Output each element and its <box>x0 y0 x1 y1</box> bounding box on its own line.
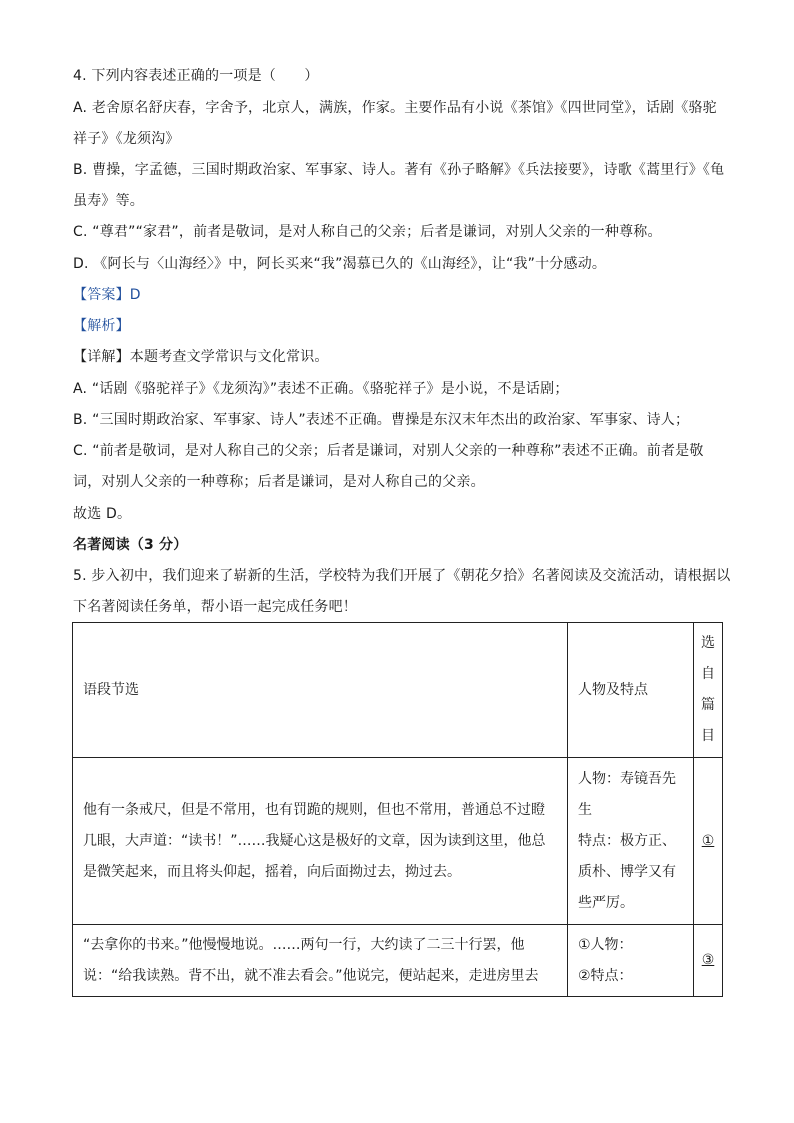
q5-stem-line2: 下名著阅读任务单，帮小语一起完成任务吧！ <box>73 599 357 615</box>
table-header-row <box>73 623 723 758</box>
character-traits-blank: ②特点： <box>578 967 633 984</box>
character-name: 人物：寿镜吾先生 <box>578 770 676 818</box>
q4-option-b-line1: B. 曹操，字孟德，三国时期政治家、军事家、诗人。著有《孙子略解》《兵法接要》，诗歌《蒿里行》《龟 <box>73 162 725 178</box>
explanation-b: B. “三国时期政治家、军事家、诗人”表述不正确。曹操是东汉末年杰出的政治家、军事家、诗人； <box>73 412 690 428</box>
explanation-a: A. “话剧《骆驼祥子》《龙须沟》”表述不正确。《骆驼祥子》是小说，不是话剧； <box>73 381 569 397</box>
header-character: 人物及特点 <box>568 623 694 758</box>
conclusion: 故选 D。 <box>73 506 132 522</box>
q4-option-d: D. 《阿长与〈山海经〉》中，阿长买来“我”渴慕已久的《山海经》，让“我”十分感动。 <box>73 256 607 272</box>
q4-option-a-line2: 祥子》《龙须沟》 <box>73 131 180 147</box>
q4-option-a-line1: A. 老舍原名舒庆春，字舍予，北京人，满族，作家。主要作品有小说《茶馆》《四世同堂》，话剧《骆驼 <box>73 100 717 116</box>
header-passage: 语段节选 <box>73 623 568 758</box>
q4-stem: 4. 下列内容表述正确的一项是（ ） <box>73 68 319 84</box>
source-cell <box>694 758 723 925</box>
explanation-c-line1: C. “前者是敬词，是对人称自己的父亲；后者是谦词，对别人父亲的一种尊称”表述不正确。前者是敬 <box>73 443 704 459</box>
table-row <box>73 758 723 925</box>
analysis-label: 【解析】 <box>73 318 130 334</box>
character-traits: 特点：极方正、质朴、博学又有些严厉。 <box>578 832 676 911</box>
source-blank: ① <box>701 832 715 849</box>
section-heading: 名著阅读（3 分） <box>73 537 188 553</box>
reading-task-table <box>72 622 723 997</box>
table-row <box>73 925 723 997</box>
header-source <box>694 623 723 758</box>
character-cell <box>568 925 694 997</box>
character-cell <box>568 758 694 925</box>
q4-option-b-line2: 虽寿》等。 <box>73 193 144 209</box>
character-name-blank: ①人物： <box>578 936 633 953</box>
source-cell <box>694 925 723 997</box>
answer-label: 【答案】D <box>73 287 141 303</box>
explanation-c-line2: 词，对别人父亲的一种尊称；后者是谦词，是对人称自己的父亲。 <box>73 474 485 490</box>
passage-cell: 他有一条戒尺，但是不常用，也有罚跪的规则，但也不常用，普通总不过瞪几眼，大声道：“读书！”……我疑心这是极好的文章，因为读到这里，他总是微笑起来，而且将头仰起，摇着，向后面拗过去，拗过去。 <box>73 758 568 925</box>
q4-option-c: C. “尊君”“家君”，前者是敬词，是对人称自己的父亲；后者是谦词，对别人父亲的一种尊称。 <box>73 224 662 240</box>
source-blank: ③ <box>701 952 715 968</box>
detail-heading: 【详解】本题考查文学常识与文化常识。 <box>73 349 329 365</box>
passage-cell: “去拿你的书来。”他慢慢地说。……两句一行，大约读了二三十行罢，他说：“给我读熟。背不出，就不准去看会。”他说完，便站起来，走进房里去 <box>73 925 568 997</box>
q5-stem-line1: 5. 步入初中，我们迎来了崭新的生活，学校特为我们开展了《朝花夕拾》名著阅读及交流活动，请根据以 <box>73 568 731 584</box>
header-source-text: 选自篇目 <box>701 635 715 744</box>
